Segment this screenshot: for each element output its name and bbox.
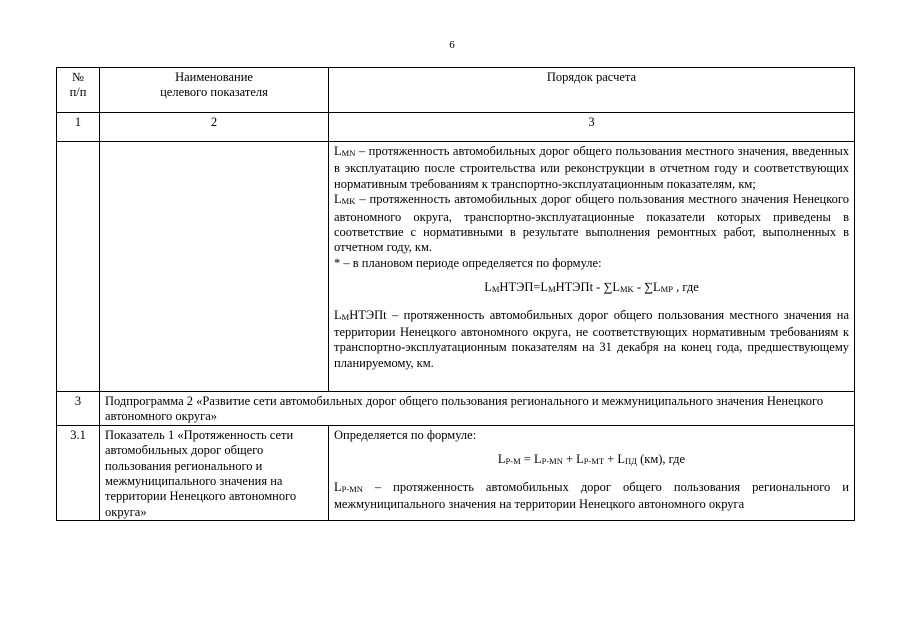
table-header-row — [57, 68, 855, 113]
header-calc-label: Порядок расчета — [546, 70, 637, 84]
header-name-line2: целевого показателя — [160, 85, 268, 100]
header-name-line1: Наименование — [175, 70, 253, 84]
column-number-3: 3 — [329, 113, 855, 142]
table-row — [57, 392, 855, 426]
row3-calculation — [329, 425, 855, 520]
column-number-1: 1 — [57, 113, 100, 142]
row1-number — [57, 142, 100, 392]
subprogram-title: Подпрограмма 2 «Развитие сети автомобильных дорог общего пользования регионального и межмуниципального значения Ненецкого автономного округа» — [100, 392, 855, 426]
calculation-table — [56, 67, 855, 521]
row1-calculation — [329, 142, 855, 392]
column-number-row — [57, 113, 855, 142]
planning-note: * – в плановом периоде определяется по формуле: — [334, 255, 602, 270]
header-number-line1: № — [72, 70, 84, 84]
header-number-line2: п/п — [69, 85, 87, 100]
formula-lpm: LP-M = LP-MN + LP-MT + LПД (км), где — [497, 452, 686, 467]
header-calculation — [329, 68, 855, 113]
definition-lmk: LMK – протяженность автомобильных дорог общего пользования местного значения Ненецкого автономного округа, транспортно-эксплуатационные показатели которых приведены в соответствие с нормативными в результате выполнения ремонтных работ, выполненных в отчетном году, км. — [334, 192, 849, 255]
formula-ntep: LMНТЭП=LMНТЭПt - ∑LMK - ∑LMP , где — [484, 280, 699, 295]
row3-number: 3.1 — [57, 425, 100, 520]
header-number — [57, 68, 100, 113]
definition-lmn: LMN – протяженность автомобильных дорог общего пользования местного значения, введенных в эксплуатацию после строительства или реконструкции в отчетном году и соответствующих нормативным требованиям к транспортно-эксплуатационным показателям, км; — [334, 144, 849, 191]
row2-number: 3 — [57, 392, 100, 426]
header-indicator-name — [100, 68, 329, 113]
row1-name — [100, 142, 329, 392]
table-row — [57, 425, 855, 520]
formula-intro: Определяется по формуле: — [334, 427, 477, 442]
definition-lpmn: LP-MN – протяженность автомобильных дорог общего пользования регионального и межмуниципального значения на территории Ненецкого автономного округа — [334, 479, 849, 512]
table-row — [57, 142, 855, 392]
indicator-name: Показатель 1 «Протяженность сети автомобильных дорог общего пользования регионального и межмуниципального значения на территории Ненецкого автономного округа» — [100, 425, 329, 520]
page-number: 6 — [449, 39, 455, 51]
column-number-2: 2 — [100, 113, 329, 142]
definition-lmntep: LMНТЭПt – протяженность автомобильных дорог общего пользования местного значения на территории Ненецкого автономного округа, не соответствующих нормативным требованиям к транспортно-эксплуатационным показателям на 31 декабря на конец года, предшествующему планируемому, км. — [334, 307, 849, 370]
